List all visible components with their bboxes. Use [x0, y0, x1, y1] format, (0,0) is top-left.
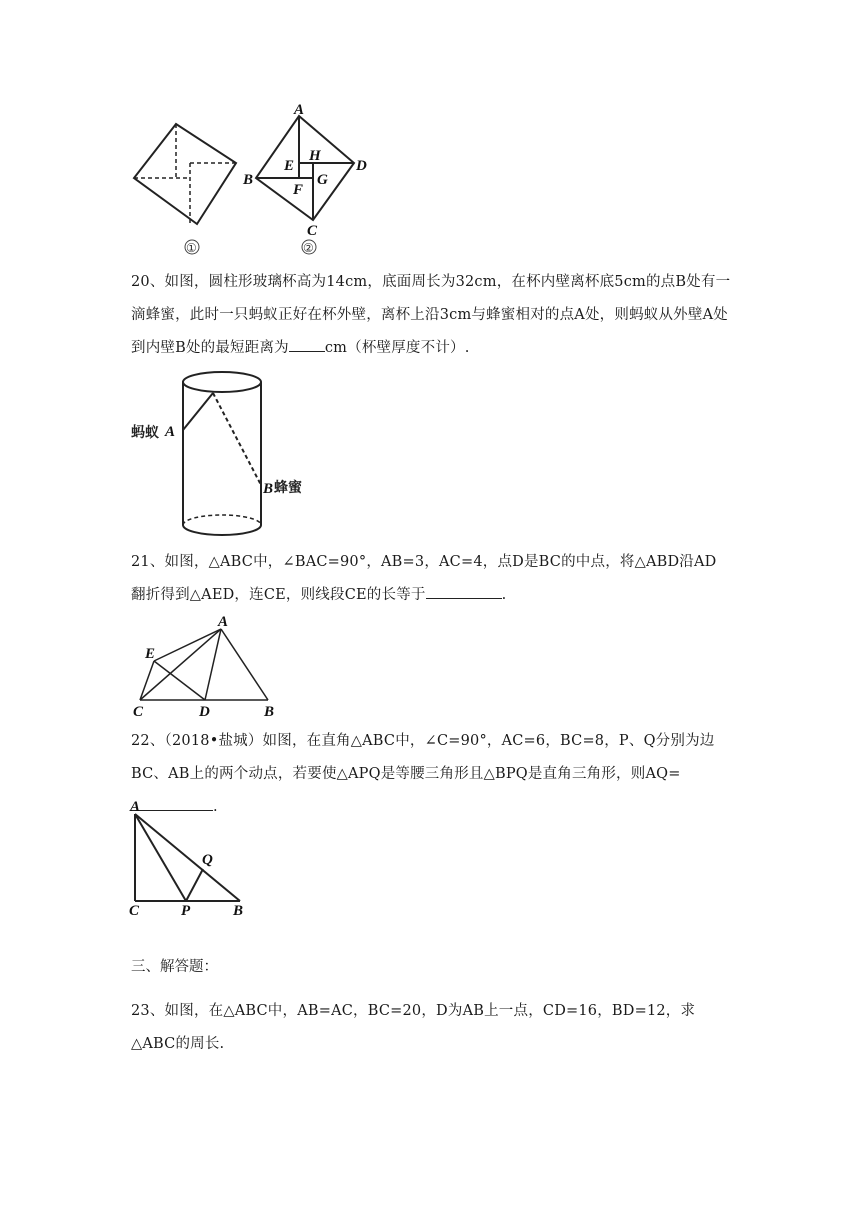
label-D: D: [356, 158, 367, 174]
figure-cylinder: [125, 365, 325, 540]
question-21: [131, 546, 731, 612]
label-B: B: [243, 172, 254, 188]
rt-label-B: B: [233, 903, 244, 919]
figure-squares: [120, 100, 390, 260]
tri-label-D: D: [199, 704, 210, 720]
ant-label: 蚂蚁: [131, 425, 159, 441]
q20-answer-blank[interactable]: [289, 337, 325, 353]
q21-text: 21、如图，△ABC中，∠BAC=90°，AB=3，AC=4，点D是BC的中点，将△ABD沿AD翻折得到△AED，连CE，则线段CE的长等于: [131, 554, 717, 603]
tri-label-A: A: [218, 615, 229, 630]
rt-label-P: P: [181, 903, 191, 919]
section-heading: 三、解答题：: [131, 959, 218, 975]
square-figure-1: [134, 124, 236, 224]
q22-text: 22、（2018•盐城）如图，在直角△ABC中，∠C=90°，AC=6，BC=8，P、Q分别为边BC、AB上的两个动点，若要使△APQ是等腰三角形且△BPQ是直角三角形，则AQ=: [131, 733, 715, 782]
q22-text-end: .: [213, 799, 218, 815]
honey-label: 蜂蜜: [274, 480, 302, 496]
rt-label-Q: Q: [202, 852, 213, 868]
label-C: C: [307, 223, 318, 239]
q20-text: 20、如图，圆柱形玻璃杯高为14cm，底面周长为32cm，在杯内壁离杯底5cm的点B处有一滴蜂蜜，此时一只蚂蚁正好在杯外壁，离杯上沿3cm与蜂蜜相对的点A处，则蚂蚁从外壁A处到内壁B处的最短距离为: [131, 274, 731, 356]
q21-answer-blank[interactable]: [426, 584, 502, 600]
rt-label-C: C: [129, 903, 140, 919]
figure-triangle-fold: [125, 615, 285, 720]
label-F: F: [293, 182, 304, 198]
label-A: A: [294, 102, 305, 118]
question-20: [131, 266, 731, 365]
cyl-label-B: B: [263, 481, 274, 497]
tri-label-B: B: [264, 704, 275, 720]
tri-label-E: E: [145, 646, 156, 662]
q20-text-end: cm（杯壁厚度不计）.: [324, 340, 470, 356]
caption-fig2: ②: [303, 241, 314, 255]
label-H: H: [309, 148, 321, 164]
q21-text-end: .: [501, 587, 507, 603]
tri-label-C: C: [133, 704, 144, 720]
cyl-label-A: A: [165, 424, 176, 440]
rt-label-A: A: [130, 799, 141, 815]
label-G: G: [317, 172, 328, 188]
square-figure-2: [256, 116, 354, 220]
question-23: 23、如图，在△ABC中，AB=AC，BC=20，D为AB上一点，CD=16，BD=12，求△ABC的周长.: [131, 1003, 696, 1052]
figure-right-triangle: [122, 795, 262, 920]
caption-fig1: ①: [186, 241, 197, 255]
label-E: E: [284, 158, 295, 174]
